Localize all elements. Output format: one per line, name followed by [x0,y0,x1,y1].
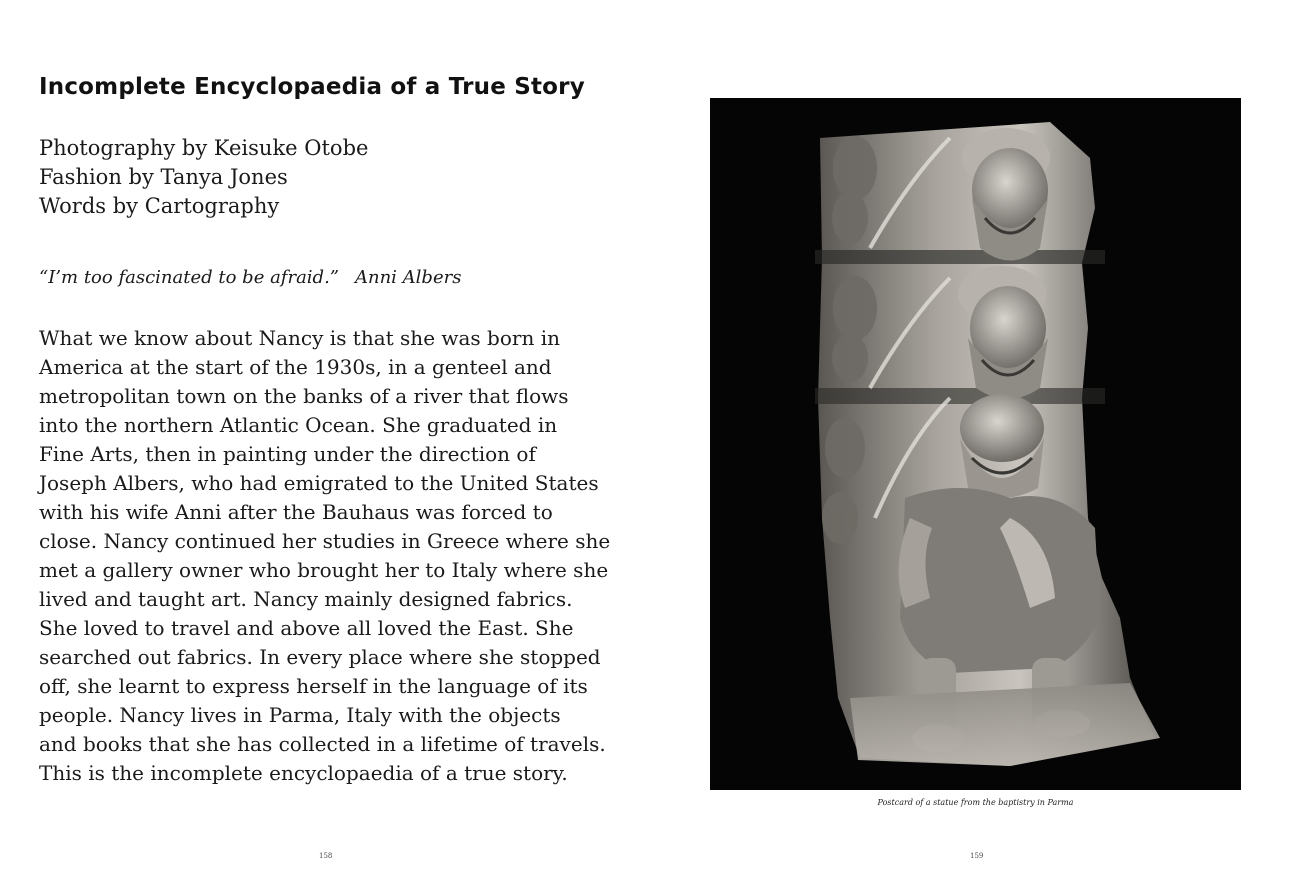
right-page [650,0,1300,889]
body-line: America at the start of the 1930s, in a genteel and [39,355,552,379]
robe-carving [900,488,1100,673]
body-line: searched out fabrics. In every place where she stopped [39,645,601,669]
head-carving [960,394,1044,498]
body-line: close. Nancy continued her studies in Greece where she [39,529,611,553]
quote-author: Anni Albers [355,267,462,288]
body-line: This is the incomplete encyclopaedia of a true story. [39,761,568,785]
glitch-band [815,250,1105,264]
body-line: lived and taught art. Nancy mainly designed fabrics. [39,587,573,611]
statue-illustration [710,98,1241,790]
page-number-right: 159 [970,852,984,860]
body-line: and books that she has collected in a lifetime of travels. [39,732,606,756]
body-text [39,324,610,788]
body-line: met a gallery owner who brought her to Italy where she [39,558,609,582]
body-line: Joseph Albers, who had emigrated to the United States [39,471,599,495]
epigraph [39,267,462,288]
body-line: What we know about Nancy is that she was born in [39,326,560,350]
glitch-band [815,388,1105,404]
credit-photography: Photography by Keisuke Otobe [39,136,369,160]
credit-fashion: Fashion by Tanya Jones [39,165,288,189]
credits [39,134,368,221]
body-line: metropolitan town on the banks of a river that flows [39,384,569,408]
quote-text: “I’m too fascinated to be afraid.” [39,267,339,288]
body-line: into the northern Atlantic Ocean. She graduated in [39,413,558,437]
article-title: Incomplete Encyclopaedia of a True Story [39,74,585,100]
statue-photograph [710,98,1241,790]
body-line: off, she learnt to express herself in the language of its [39,674,588,698]
photo-caption: Postcard of a statue from the baptistry in Parma [877,798,1074,807]
body-line: people. Nancy lives in Parma, Italy with the objects [39,703,561,727]
body-line: Fine Arts, then in painting under the direction of [39,442,536,466]
page-number-left: 158 [319,852,333,860]
credit-words: Words by Cartography [39,194,280,218]
body-line: with his wife Anni after the Bauhaus was forced to [39,500,553,524]
body-line: She loved to travel and above all loved the East. She [39,616,574,640]
